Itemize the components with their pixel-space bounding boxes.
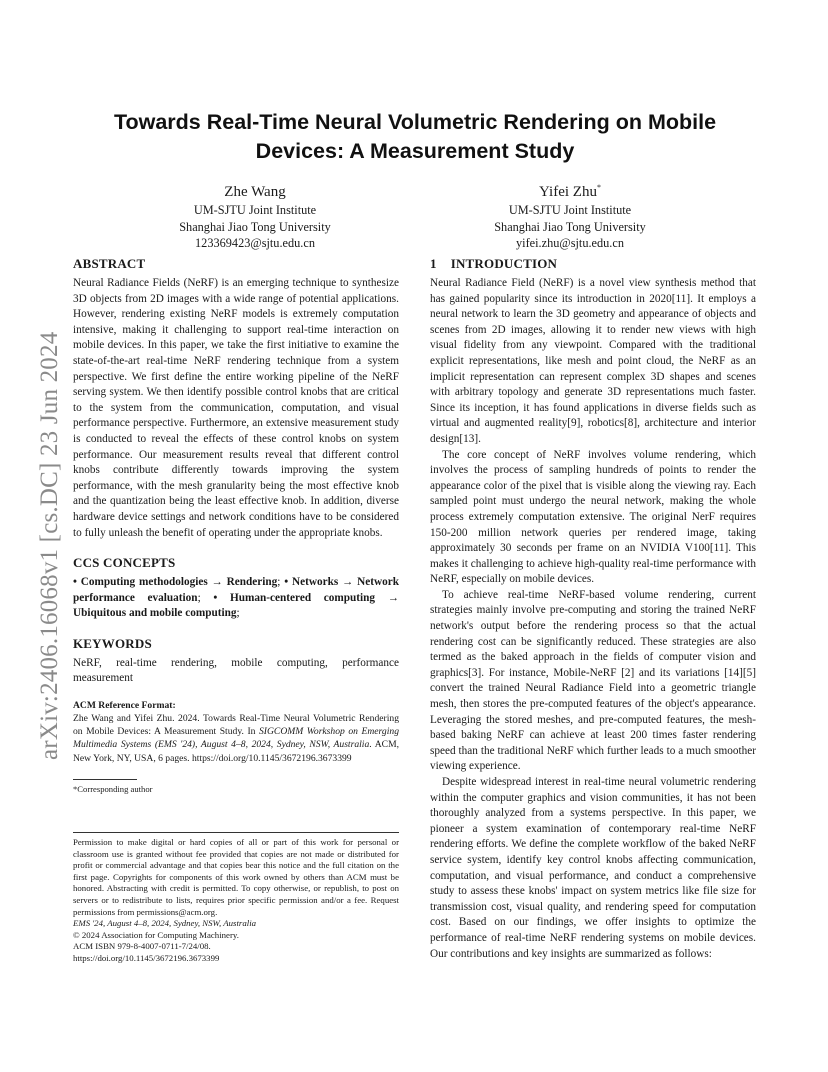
ccs-heading: CCS CONCEPTS xyxy=(73,555,176,571)
intro-paragraph: Neural Radiance Field (NeRF) is a novel view synthesis method that has gained popularity since its introduction in 2020[11]. It employs a neural network to learn the 3D geometry and appearance of objects and scenes from 2D images, allowing it to render new views with high visual fidelity from any viewpoint. Compared with the traditional explicit representations, like mesh and point cloud, the NeRF as an implicit representation can represent complex 3D shapes and scenes with arbitrary topology and generate 3D representations much faster. Since its inception, it has found applications in diverse fields such as virtual and augmented reality[9], robotics[8], architecture and interior design[13]. xyxy=(430,277,756,445)
keywords-heading: KEYWORDS xyxy=(73,635,152,651)
reference-format-text: Zhe Wang and Yifei Zhu. 2024. Towards Real-Time Neural Volumetric Rendering on Mobile Devices: A Measurement Study. In SIGCOMM Workshop on Emerging Multimedia Systems (EMS '24), August 4–8, 2024, Sydney, NSW, Australia. ACM, New York, NY, USA, 6 pages. https://doi.org/10.1145/3672196.3673399 xyxy=(73,713,399,764)
isbn-line: ACM ISBN 979-8-4007-0711-7/24/08. xyxy=(73,941,211,952)
author-email[interactable]: 123369423@sjtu.edu.cn xyxy=(195,236,315,250)
corresponding-author-footnote: *Corresponding author xyxy=(73,783,153,794)
intro-paragraph: To achieve real-time NeRF-based volume rendering, current strategies mainly involve pre-computing and storing the trained NeRF network's output before the rendering process so that the actual rendering cost can be significantly reduced. These strategies are also termed as the baked approach in the fields of computer vision and graphics[3]. For instance, Mobile-NeRF [2] and its variations [14][5] convert the trained Neural Radiance Field into a geometric triangle mesh, then stores the pre-computed features of the object's appearance. Leveraging the stored meshes, and pre-computed features, the mesh-based baking NeRF can achieve at least 200 times faster rendering speed than the traditional NeRF which further leads to a much smoother viewing experience. xyxy=(430,588,756,773)
doi-link[interactable]: https://doi.org/10.1145/3672196.3673399 xyxy=(73,952,220,963)
permission-text: Permission to make digital or hard copies of all or part of this work for personal or classroom use is granted without fee provided that copies are not made or distributed for profit or commercial advantage and that copies bear this notice and the full citation on the first page. Copyrights for components of this work owned by others than ACM must be honored. Abstracting with credit is permitted. To copy otherwise, or republish, to post on servers or to redistribute to lists, requires prior specific permission and/or a fee. Request permissions from permissions@acm.org. xyxy=(73,837,399,917)
intro-paragraph: Despite widespread interest in real-time neural volumetric rendering within the computer graphics and vision communities, it has not been thoroughly analyzed from a systems perspective. In this paper, we pioneer a system examination of contemporary real-time NeRF rendering efforts. We define the complete workflow of the baked NeRF service system, identify key control knobs affecting communication, computation, and visual performance, and conduct a comprehensive study to assess these knobs' impact on system metrics like file size for transmission cost, visual quality, and rendering speed for computation cost. Based on our findings, we offer insights to optimize the performance of real-time NeRF rendering systems on mobile devices. Our contributions and key insights are summarized as follows: xyxy=(430,776,756,960)
corresponding-marker: * xyxy=(596,183,601,192)
abstract-text: Neural Radiance Fields (NeRF) is an emerging technique to synthesize 3D objects from 2D images with a wide range of potential applications. However, rendering existing NeRF models is extremely computation intensive, making it challenging to support real-time interaction on mobile devices. In this paper, we take the first initiative to examine the state-of-the-art real-time NeRF rendering technique from a system perspective. We first define the entire working pipeline of the NeRF serving system. We then identify possible control knobs that are critical to the system from the communication, computation, and visual performance perspective. Furthermore, an extensive measurement study is conducted to reveal the effects of these control knobs on system performance. Our measurement results reveal that different control knobs contribute differently towards improving the system performance, with the mesh granularity being the most effective knob and the quantization being the least effective knob. In addition, diverse hardware device settings and network conditions have to be considered to fully unleash the benefit of operating under the appropriate knobs. xyxy=(73,277,399,539)
reference-format-heading: ACM Reference Format: xyxy=(73,700,176,712)
author-affiliation: UM-SJTU Joint Institute xyxy=(508,203,632,217)
keywords-text: NeRF, real-time rendering, mobile computing, performance measurement xyxy=(73,656,399,685)
acm-reference-format xyxy=(73,699,399,765)
author-affiliation: UM-SJTU Joint Institute xyxy=(193,203,317,217)
paper-title: Towards Real-Time Neural Volumetric Rendering on Mobile Devices: A Measurement Study xyxy=(113,110,717,163)
abstract-heading: ABSTRACT xyxy=(73,256,146,271)
author-email[interactable]: yifei.zhu@sjtu.edu.cn xyxy=(516,236,624,250)
author-name: Zhe Wang xyxy=(224,184,286,200)
footnote-rule xyxy=(73,779,137,780)
ccs-concept: • Computing methodologies → Rendering xyxy=(73,576,278,589)
permission-notice xyxy=(73,832,399,965)
reference-venue: SIGCOMM Workshop on Emerging Multimedia Systems (EMS '24), August 4–8, 2024, Sydney, NSW, Australia xyxy=(73,726,399,751)
author-affiliation: Shanghai Jiao Tong University xyxy=(494,219,646,234)
introduction-heading: 1 INTRODUCTION xyxy=(430,256,558,271)
copyright-line: © 2024 Association for Computing Machinery. xyxy=(73,929,239,940)
ccs-concepts-section xyxy=(73,555,399,622)
permission-venue: EMS '24, August 4–8, 2024, Sydney, NSW, Australia xyxy=(73,918,257,929)
author-name: Yifei Zhu* xyxy=(539,183,601,200)
author-block xyxy=(470,178,670,252)
left-column xyxy=(73,256,399,795)
arxiv-identifier[interactable]: arXiv:2406.16068v1 [cs.DC] 23 Jun 2024 xyxy=(36,331,63,760)
right-column xyxy=(430,256,756,962)
author-block xyxy=(140,178,370,252)
ccs-text: • Computing methodologies → Rendering; • Networks → Network performance evaluation; • Human-centered computing → Ubiquitous and mobile computing; xyxy=(73,576,399,620)
keywords-section xyxy=(73,636,399,687)
ccs-concept: • Human-centered computing → Ubiquitous and mobile computing xyxy=(73,591,399,620)
author-affiliation: Shanghai Jiao Tong University xyxy=(179,219,331,234)
ccs-concept: • Networks → Network performance evaluation xyxy=(73,576,399,604)
intro-paragraph: The core concept of NeRF involves volume rendering, which involves the process of sampling hundreds of points to render the appearance color of the pixel that is visible along the viewing ray. Each sampled point must undergo the neural network, making the whole process extremely computation extensive. The original NerF requires 150-200 million network queries per rendered image, taking approximately 30 seconds per frame on an NVIDIA V100[11]. This makes it challenging to achieve high-quality real-time performance with NeRF, especially on mobile devices. xyxy=(430,448,756,586)
